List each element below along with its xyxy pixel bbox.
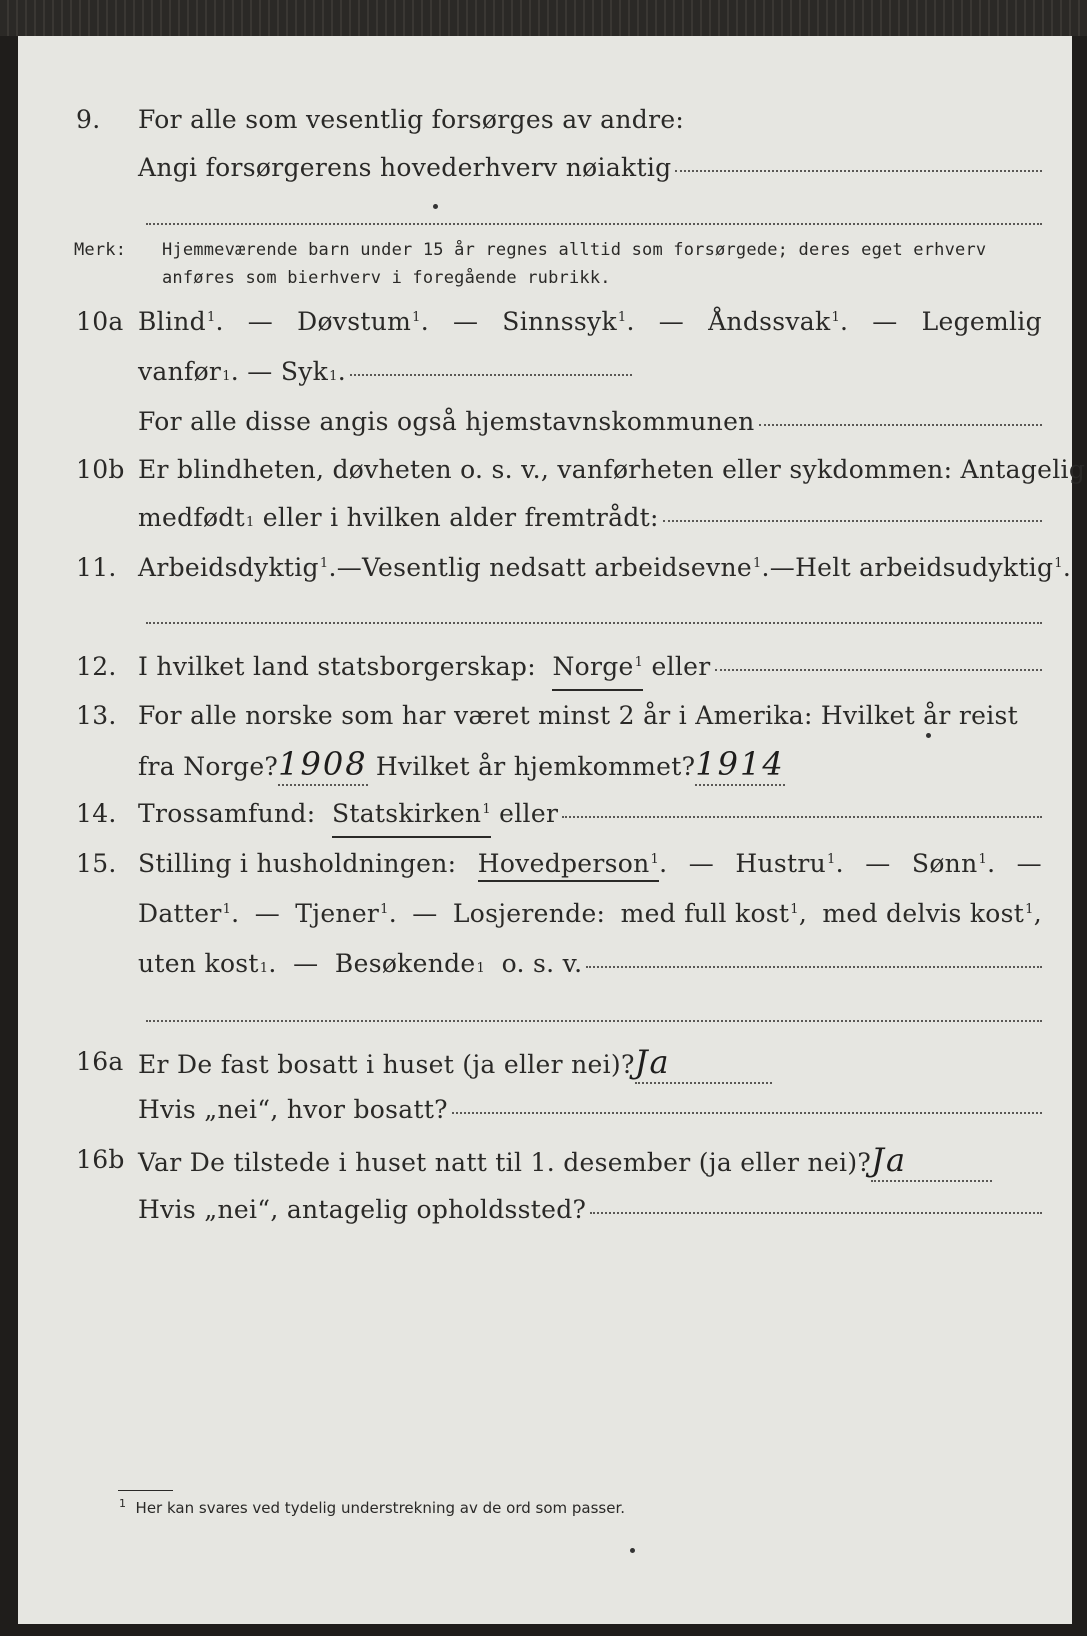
option-nedsatt-arbeidsevne[interactable]: Vesentlig nedsatt arbeidsevne — [362, 553, 752, 582]
q10b-number: 10b — [76, 455, 125, 484]
option-blind[interactable]: Blind — [138, 307, 206, 336]
option-sinnssyk[interactable]: Sinnssyk — [502, 307, 617, 336]
option-arbeidsdyktig[interactable]: Arbeidsdyktig — [138, 553, 319, 582]
q16b-number: 16b — [76, 1145, 125, 1174]
q14-number: 14. — [76, 799, 117, 828]
scanner-edge — [0, 0, 1087, 36]
option-tjener[interactable]: Tjener — [295, 899, 380, 928]
option-besokende[interactable]: Besøkende — [334, 949, 476, 978]
footnote-ref: 1 — [827, 851, 836, 867]
q16b-question: Var De tilstede i huset natt til 1. desember (ja eller nei)? — [138, 1148, 872, 1177]
separator: — — [872, 307, 898, 336]
option-sonn[interactable]: Sønn — [911, 849, 978, 878]
separator: — — [254, 899, 281, 928]
option-statskirken-underlined[interactable]: Statskirken$^1$ — [332, 794, 491, 838]
q13-left-label: fra Norge? — [138, 752, 279, 781]
q16b-line1 — [18, 1140, 1072, 1180]
separator: — — [865, 849, 891, 878]
q10b-line2: medfødt 1 eller i hvilken alder fremtrådt: — [18, 498, 1072, 538]
footnote-ref: 1 — [1025, 901, 1034, 917]
separator: — — [658, 307, 685, 336]
option-hovedperson-underlined[interactable]: Hovedperson$^1$ — [478, 849, 659, 882]
footnote-ref: 1 — [380, 901, 389, 917]
q16a-where-label: Hvis „nei“, hvor bosatt? — [138, 1095, 448, 1124]
q13-number: 13. — [76, 701, 117, 730]
option-datter[interactable]: Datter — [138, 899, 222, 928]
q12-line — [18, 647, 1072, 687]
q12-other-field[interactable] — [715, 647, 1042, 671]
option-norge-underlined[interactable]: Norge$^1$ — [552, 647, 643, 691]
option-andssvak[interactable]: Åndssvak — [708, 307, 831, 336]
separator: — — [247, 357, 273, 386]
q11-line: 11. Arbeidsdyktig$^1$. — Vesentlig nedsatt arbeidsevne$^1$. — Helt arbeidsudyktig$^1$. — [18, 548, 1072, 588]
separator: — — [336, 553, 362, 582]
q15-number: 15. — [76, 849, 117, 878]
q12-or-label: eller — [651, 652, 711, 681]
q14-or-label: eller — [499, 799, 559, 828]
q10a-line3 — [18, 402, 1072, 442]
q15-line1: 15. Stilling i husholdningen: Hovedperson$^1$. — Hustru$^1$. — Sønn$^1$. — — [18, 844, 1072, 884]
footnote-text: Her kan svares ved tydelig understrekning av de ord som passer. — [135, 1499, 626, 1517]
footnote-ref: 1 — [319, 555, 329, 571]
q15-question: Stilling i husholdningen: — [138, 849, 457, 878]
footnote-rule — [118, 1490, 173, 1491]
separator: — — [769, 553, 796, 582]
separator: — — [412, 899, 438, 928]
q10b-answer-field[interactable] — [663, 498, 1042, 522]
footnote-ref: 1 — [650, 851, 660, 867]
q11-number: 11. — [76, 553, 117, 582]
option-vanfor[interactable]: vanfør — [138, 357, 222, 386]
q9-answer-field[interactable] — [675, 148, 1042, 172]
q12-question: I hvilket land statsborgerskap: — [138, 652, 536, 681]
q16b-whereabouts-label: Hvis „nei“, antagelig opholdssted? — [138, 1195, 587, 1224]
q16b-line2 — [18, 1190, 1072, 1230]
q16a-number: 16a — [76, 1047, 124, 1076]
q14-other-field[interactable] — [562, 794, 1042, 818]
q10b-age-label: eller i hvilken alder fremtrådt: — [262, 503, 659, 532]
footnote-ref: 1 — [482, 801, 491, 817]
q9-extra-line[interactable] — [146, 223, 1042, 225]
q9-line2 — [18, 148, 1072, 188]
q15-line3: uten kost 1 . — Besøkende 1 o. s. v. — [18, 944, 1072, 984]
q14-line — [18, 794, 1072, 834]
q10b-question: Er blindheten, døvheten o. s. v., vanførheten eller sykdommen: Antagelig — [138, 455, 1086, 484]
q13-line1 — [18, 696, 1072, 736]
q12-number: 12. — [76, 652, 117, 681]
option-delvis-kost[interactable]: med delvis kost — [822, 899, 1025, 928]
q16a-question: Er De fast bosatt i huset (ja eller nei)? — [138, 1050, 635, 1079]
q10a-line2: vanfør 1 . — Syk 1 . — [18, 352, 1072, 392]
footnote-ref: 1 — [206, 309, 216, 325]
q9-occupation-label: Angi forsørgerens hovederhverv nøiaktig — [138, 153, 672, 182]
footnote-ref: 1 — [222, 901, 232, 917]
q10a-hometown-label: For alle disse angis også hjemstavnskommunen — [138, 407, 755, 436]
q10a-answer-field[interactable] — [350, 352, 632, 376]
separator: — — [1016, 849, 1042, 878]
option-syk[interactable]: Syk — [280, 357, 329, 386]
footnote-ref: 1 — [831, 309, 841, 325]
q15-etc-label: o. s. v. — [501, 949, 583, 978]
separator: — — [293, 949, 319, 978]
q9-line1 — [18, 100, 1072, 140]
q10a-number: 10a — [76, 307, 124, 336]
footnote-marker: 1 — [119, 1497, 126, 1510]
q16b-answer[interactable]: Ja — [871, 1140, 992, 1182]
footnote — [118, 1496, 625, 1520]
ink-speck — [433, 204, 438, 209]
option-medfodt[interactable]: medfødt — [138, 503, 245, 532]
option-uten-kost[interactable]: uten kost — [138, 949, 259, 978]
footnote-ref: 1 — [790, 901, 799, 917]
q16a-line2 — [18, 1090, 1072, 1130]
q16b-whereabouts-field[interactable] — [590, 1190, 1042, 1214]
footnote-ref: 1 — [978, 851, 988, 867]
q16a-answer[interactable]: Ja — [635, 1042, 772, 1084]
option-legemlig[interactable]: Legemlig — [921, 307, 1042, 336]
separator: — — [688, 849, 715, 878]
q13-line2 — [18, 744, 1072, 784]
separator: — — [452, 307, 479, 336]
q10a-hometown-field[interactable] — [759, 402, 1042, 426]
q15-line2: Datter$^1$. — Tjener$^1$. — Losjerende: med full kost$^1$, med delvis kost$^1$, — [18, 894, 1072, 934]
q9-number: 9. — [76, 105, 101, 134]
q16a-line1 — [18, 1042, 1072, 1082]
merk-label: Merk: — [74, 240, 127, 260]
footnote-ref: 1 — [1054, 555, 1063, 571]
q11-extra-line[interactable] — [146, 622, 1042, 624]
q15-extra-line[interactable] — [146, 1020, 1042, 1022]
ink-speck — [926, 733, 931, 738]
q13-return-label: Hvilket år hjemkommet? — [375, 752, 696, 781]
footnote-ref: 1 — [752, 555, 762, 571]
q10b-line1 — [18, 450, 1086, 490]
ink-speck — [630, 1548, 635, 1553]
q13-return-year-answer[interactable]: 1914 — [695, 744, 784, 786]
census-form-page — [18, 36, 1086, 1624]
footnote-ref: 1 — [617, 309, 627, 325]
q13-question: For alle norske som har været minst 2 år i Amerika: Hvilket år reist — [138, 701, 1019, 730]
option-hustru[interactable]: Hustru — [735, 849, 827, 878]
option-arbeidsudyktig[interactable]: Helt arbeidsudyktig — [795, 553, 1054, 582]
q9-question: For alle som vesentlig forsørges av andre: — [138, 105, 685, 134]
footnote-ref: 1 — [412, 309, 421, 325]
option-losjerende: Losjerende: — [452, 899, 606, 928]
q16a-where-field[interactable] — [452, 1090, 1042, 1114]
footnote-ref: 1 — [634, 654, 644, 670]
merk-line2: anføres som bierhverv i foregående rubrikk. — [162, 268, 611, 288]
option-dovstum[interactable]: Døvstum — [297, 307, 412, 336]
q13-left-year-answer[interactable]: 1908 — [278, 744, 367, 786]
merk-line1: Hjemmeværende barn under 15 år regnes alltid som forsørgede; deres eget erhverv — [162, 240, 987, 260]
option-full-kost[interactable]: med full kost — [620, 899, 790, 928]
q15-other-field[interactable] — [586, 944, 1042, 968]
separator: — — [247, 307, 274, 336]
q14-question: Trossamfund: — [138, 799, 316, 828]
q10a-line1: 10a Blind$^1$. — Døvstum$^1$. — Sinnssyk$^1$. — Åndssvak$^1$. — Legemlig — [18, 302, 1072, 342]
